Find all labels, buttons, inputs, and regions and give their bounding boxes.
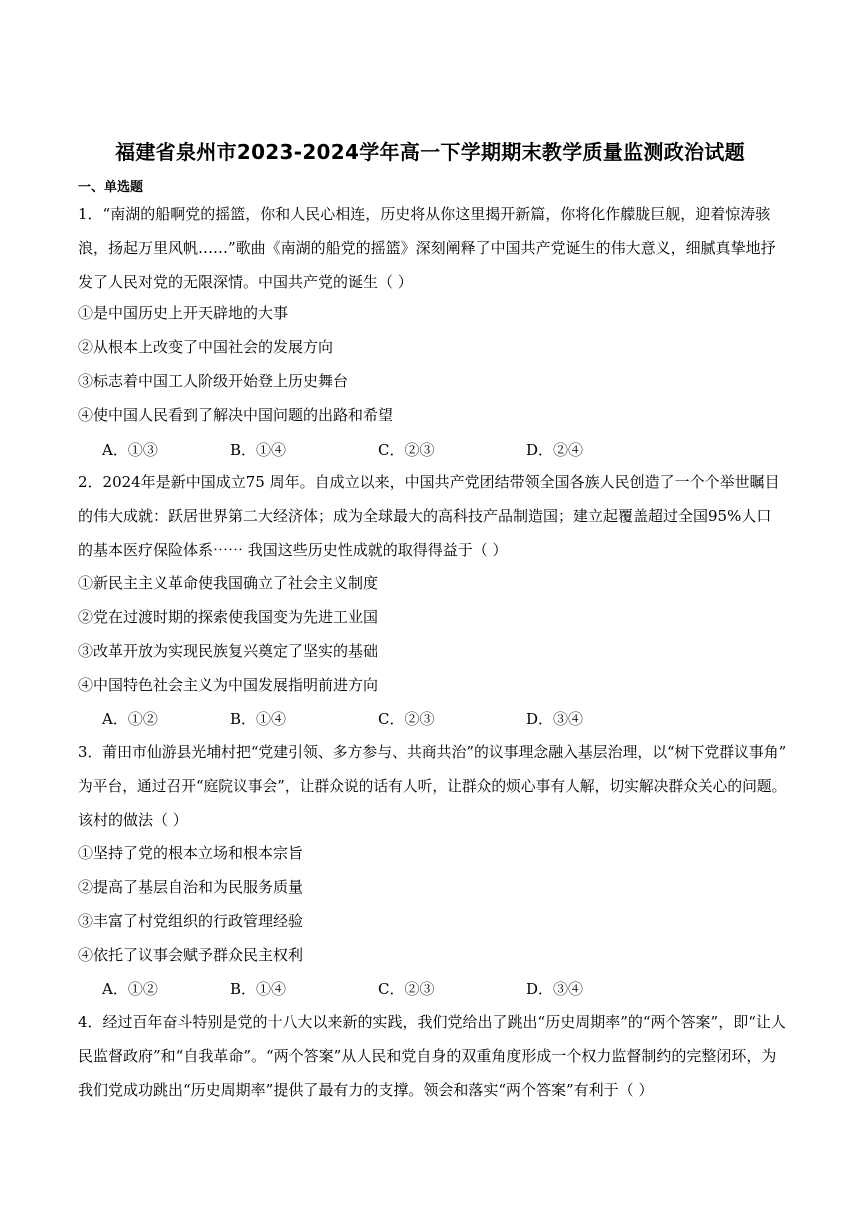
question-2-statement-1: ①新民主主义革命使我国确立了社会主义制度 — [78, 574, 379, 592]
question-3-choice-a[interactable]: A．①② — [102, 980, 158, 998]
question-4-line-3: 我们党成功跳出“历史周期率”提供了最有力的支撑。领会和落实“两个答案”有利于（ ） — [78, 1081, 654, 1099]
question-3-choice-b[interactable]: B．①④ — [230, 980, 287, 998]
question-2-line-1: 2．2024年是新中国成立75 周年。自成立以来，中国共产党团结带领全国各族人民创造了一个个举世瞩目 — [78, 473, 780, 491]
question-3-stem — [78, 735, 786, 837]
question-1-statement-4: ④使中国人民看到了解决中国问题的出路和希望 — [78, 406, 394, 424]
question-2-choice-c[interactable]: C．②③ — [378, 710, 435, 728]
question-2-line-3: 的基本医疗保险体系⋯⋯ 我国这些历史性成就的取得得益于（ ） — [78, 541, 508, 559]
question-1-choice-a[interactable]: A．①③ — [102, 441, 158, 459]
question-3-statement-3: ③丰富了村党组织的行政管理经验 — [78, 912, 304, 930]
question-2-choices — [102, 708, 702, 728]
question-3-choice-c[interactable]: C．②③ — [378, 980, 435, 998]
question-2-statement-2: ②党在过渡时期的探索使我国变为先进工业国 — [78, 608, 379, 626]
question-3-line-3: 该村的做法（ ） — [78, 811, 188, 829]
question-1-line-3: 发了人民对党的无限深情。中国共产党的诞生（ ） — [78, 273, 413, 291]
question-4-line-2: 民监督政府”和“自我革命”。“两个答案”从人民和党自身的双重角度形成一个权力监督制约的完整闭环，为 — [78, 1047, 777, 1065]
question-1-choice-c[interactable]: C．②③ — [378, 441, 435, 459]
question-1-stem — [78, 197, 786, 299]
question-3-line-1: 3．莆田市仙游县光埔村把“党建引领、多方参与、共商共治”的议事理念融入基层治理，以“树下党群议事角” — [78, 743, 787, 761]
question-4-stem — [78, 1005, 786, 1107]
question-2-stem — [78, 465, 786, 567]
question-1-statement-2: ②从根本上改变了中国社会的发展方向 — [78, 338, 334, 356]
section-heading: 一、单选题 — [78, 180, 144, 195]
question-1-choice-d[interactable]: D．②④ — [526, 441, 584, 459]
question-2-line-2: 的伟大成就：跃居世界第二大经济体；成为全球最大的高科技产品制造国；建立起覆盖超过全国95%人口 — [78, 507, 772, 525]
question-2-choice-d[interactable]: D．③④ — [526, 710, 584, 728]
question-4-line-1: 4．经过百年奋斗特别是党的十八大以来新的实践，我们党给出了跳出“历史周期率”的“两个答案”，即“让人 — [78, 1013, 786, 1031]
question-3-choices — [102, 978, 702, 998]
question-3-statement-4: ④依托了议事会赋予群众民主权利 — [78, 946, 304, 964]
question-3-line-2: 为平台，通过召开“庭院议事会”，让群众说的话有人听，让群众的烦心事有人解，切实解决群众关心的问题。 — [78, 777, 787, 795]
question-2-choice-a[interactable]: A．①② — [102, 710, 158, 728]
question-1-line-2: 浪，扬起万里风帆……”歌曲《南湖的船党的摇篮》深刻阐释了中国共产党诞生的伟大意义，细腻真挚地抒 — [78, 239, 776, 257]
question-1-statement-3: ③标志着中国工人阶级开始登上历史舞台 — [78, 372, 349, 390]
question-2-statement-3: ③改革开放为实现民族复兴奠定了坚实的基础 — [78, 642, 379, 660]
question-2-choice-b[interactable]: B．①④ — [230, 710, 287, 728]
question-3-statement-1: ①坚持了党的根本立场和根本宗旨 — [78, 844, 304, 862]
document-title: 福建省泉州市2023-2024学年高一下学期期末教学质量监测政治试题 — [115, 140, 745, 164]
question-3-statement-2: ②提高了基层自治和为民服务质量 — [78, 878, 304, 896]
question-1-statement-1: ①是中国历史上开天辟地的大事 — [78, 304, 289, 322]
question-1-choice-b[interactable]: B．①④ — [230, 441, 287, 459]
question-3-choice-d[interactable]: D．③④ — [526, 980, 584, 998]
question-1-line-1: 1．“南湖的船啊党的摇篮，你和人民心相连，历史将从你这里揭开新篇，你将化作艨胧巨舰，迎着惊涛骇 — [78, 205, 771, 223]
question-2-statement-4: ④中国特色社会主义为中国发展指明前进方向 — [78, 676, 379, 694]
question-1-choices — [102, 439, 702, 459]
